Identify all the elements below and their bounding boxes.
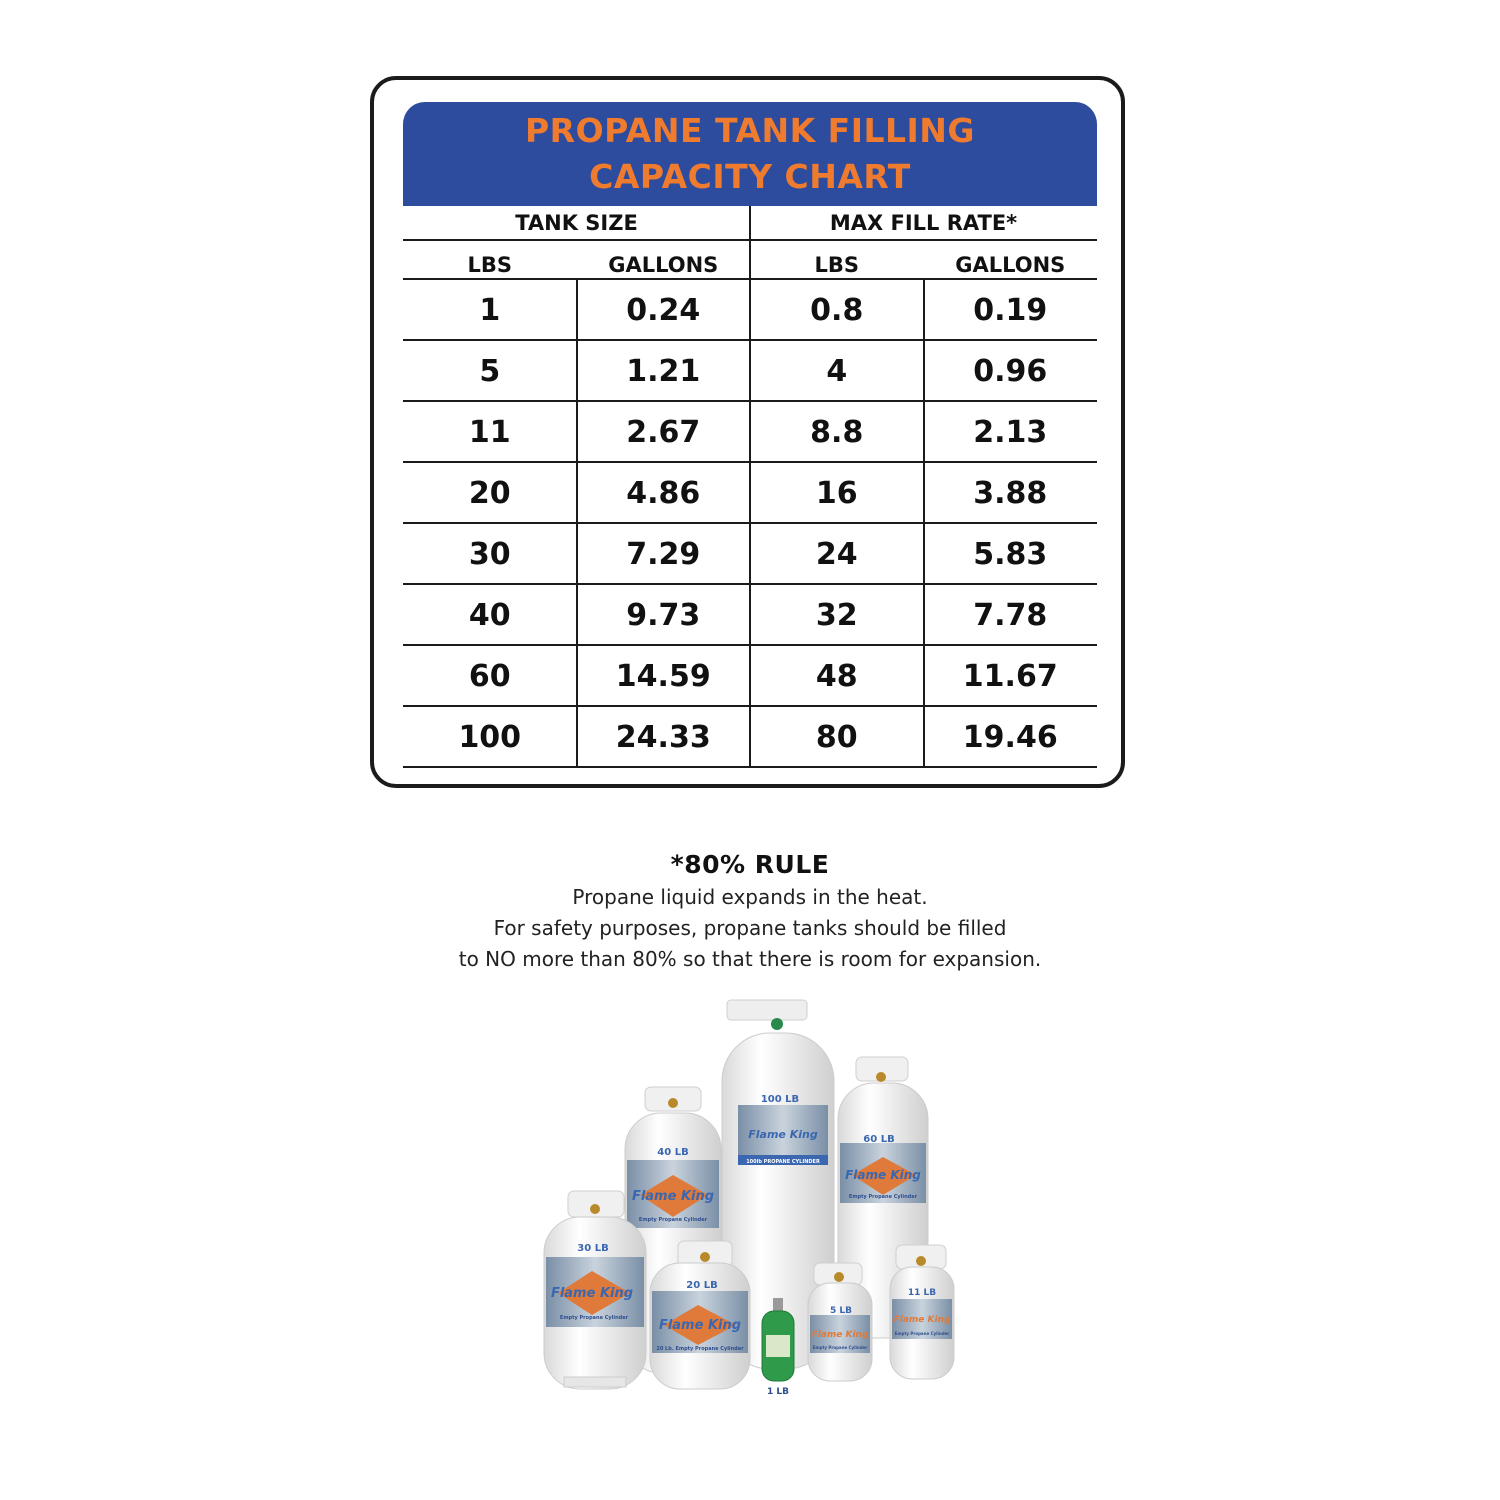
tank-30-subtitle: Empty Propane Cylinder — [559, 1315, 629, 1321]
tank-11-label: 11 LB — [907, 1288, 937, 1298]
tank-100-subtitle: 100lb PROPANE CYLINDER — [746, 1159, 820, 1165]
tank-60-label: 60 LB — [863, 1134, 895, 1145]
tank-1-lb — [762, 1298, 794, 1397]
chart-title-line-1: PROPANE TANK FILLING — [524, 111, 976, 150]
tank-20-brand: Flame King — [658, 1318, 742, 1333]
table-cell: 1 — [479, 293, 501, 328]
tank-30-brand: Flame King — [550, 1286, 634, 1301]
table-cell: 9.73 — [626, 598, 701, 633]
tank-5-label: 5 LB — [830, 1306, 852, 1316]
table-cell: 3.88 — [973, 476, 1048, 511]
column-header-tank-gallons: GALLONS — [608, 253, 719, 277]
table-cell: 2.67 — [626, 415, 701, 450]
table-cell: 48 — [815, 659, 858, 694]
table-cell: 7.29 — [626, 537, 701, 572]
chart-title-line-2: CAPACITY CHART — [589, 157, 911, 196]
table-cell: 100 — [458, 720, 522, 755]
column-header-fill-gallons: GALLONS — [955, 253, 1066, 277]
table-cell: 0.24 — [626, 293, 701, 328]
tank-11-brand: Flame King — [893, 1315, 951, 1325]
table-cell: 5.83 — [973, 537, 1048, 572]
tank-1-label: 1 LB — [767, 1387, 789, 1397]
group-header-max-fill-rate: MAX FILL RATE* — [829, 211, 1018, 235]
tank-5-subtitle: Empty Propane Cylinder — [812, 1345, 868, 1350]
tank-100-brand: Flame King — [748, 1128, 818, 1141]
tank-100-label: 100 LB — [760, 1094, 800, 1105]
table-cell: 60 — [468, 659, 511, 694]
chart-title-band — [403, 102, 1097, 206]
table-cell: 4.86 — [626, 476, 701, 511]
tank-60-brand: Flame King — [845, 1168, 921, 1182]
table-cell: 16 — [815, 476, 858, 511]
row-rule — [403, 766, 1097, 768]
table-cell: 4 — [826, 354, 848, 389]
table-cell: 32 — [815, 598, 858, 633]
note-line-3: to NO more than 80% so that there is room for expansion. — [458, 947, 1042, 971]
table-cell: 0.19 — [973, 293, 1048, 328]
table-cell: 7.78 — [973, 598, 1048, 633]
table-cell: 19.46 — [962, 720, 1058, 755]
table-cell: 20 — [468, 476, 511, 511]
note-title: *80% RULE — [670, 850, 830, 879]
table-cell: 24.33 — [615, 720, 711, 755]
table-cell: 5 — [479, 354, 501, 389]
table-cell: 1.21 — [626, 354, 701, 389]
tank-60-subtitle: Empty Propane Cylinder — [848, 1194, 918, 1200]
column-header-fill-lbs: LBS — [814, 253, 859, 277]
propane-tanks-product-image — [530, 995, 970, 1400]
table-cell: 40 — [468, 598, 511, 633]
table-cell: 0.96 — [973, 354, 1048, 389]
table-cell: 8.8 — [810, 415, 864, 450]
tank-40-label: 40 LB — [657, 1147, 689, 1158]
group-header-tank-size: TANK SIZE — [515, 211, 638, 235]
table-cell: 11.67 — [962, 659, 1058, 694]
table-cell: 14.59 — [615, 659, 711, 694]
note-line-2: For safety purposes, propane tanks should be filled — [493, 916, 1007, 940]
table-cell: 24 — [815, 537, 858, 572]
table-cell: 11 — [468, 415, 511, 450]
tank-30-label: 30 LB — [577, 1243, 609, 1254]
tank-5-brand: Flame King — [811, 1330, 869, 1340]
tank-20-label: 20 LB — [686, 1280, 718, 1291]
table-cell: 0.8 — [810, 293, 864, 328]
capacity-table — [403, 206, 1097, 768]
table-cell: 80 — [815, 720, 858, 755]
tank-40-brand: Flame King — [631, 1189, 715, 1204]
note-line-1: Propane liquid expands in the heat. — [572, 885, 928, 909]
eighty-percent-rule-note — [0, 848, 1500, 975]
tank-40-subtitle: Empty Propane Cylinder — [638, 1217, 708, 1223]
table-cell: 30 — [468, 537, 511, 572]
tank-20-subtitle: 20 Lb. Empty Propane Cylinder — [656, 1346, 744, 1352]
tank-11-subtitle: Empty Propane Cylinder — [894, 1331, 950, 1336]
column-header-tank-lbs: LBS — [467, 253, 512, 277]
table-cell: 2.13 — [973, 415, 1048, 450]
tank-11-lb — [890, 1245, 954, 1379]
